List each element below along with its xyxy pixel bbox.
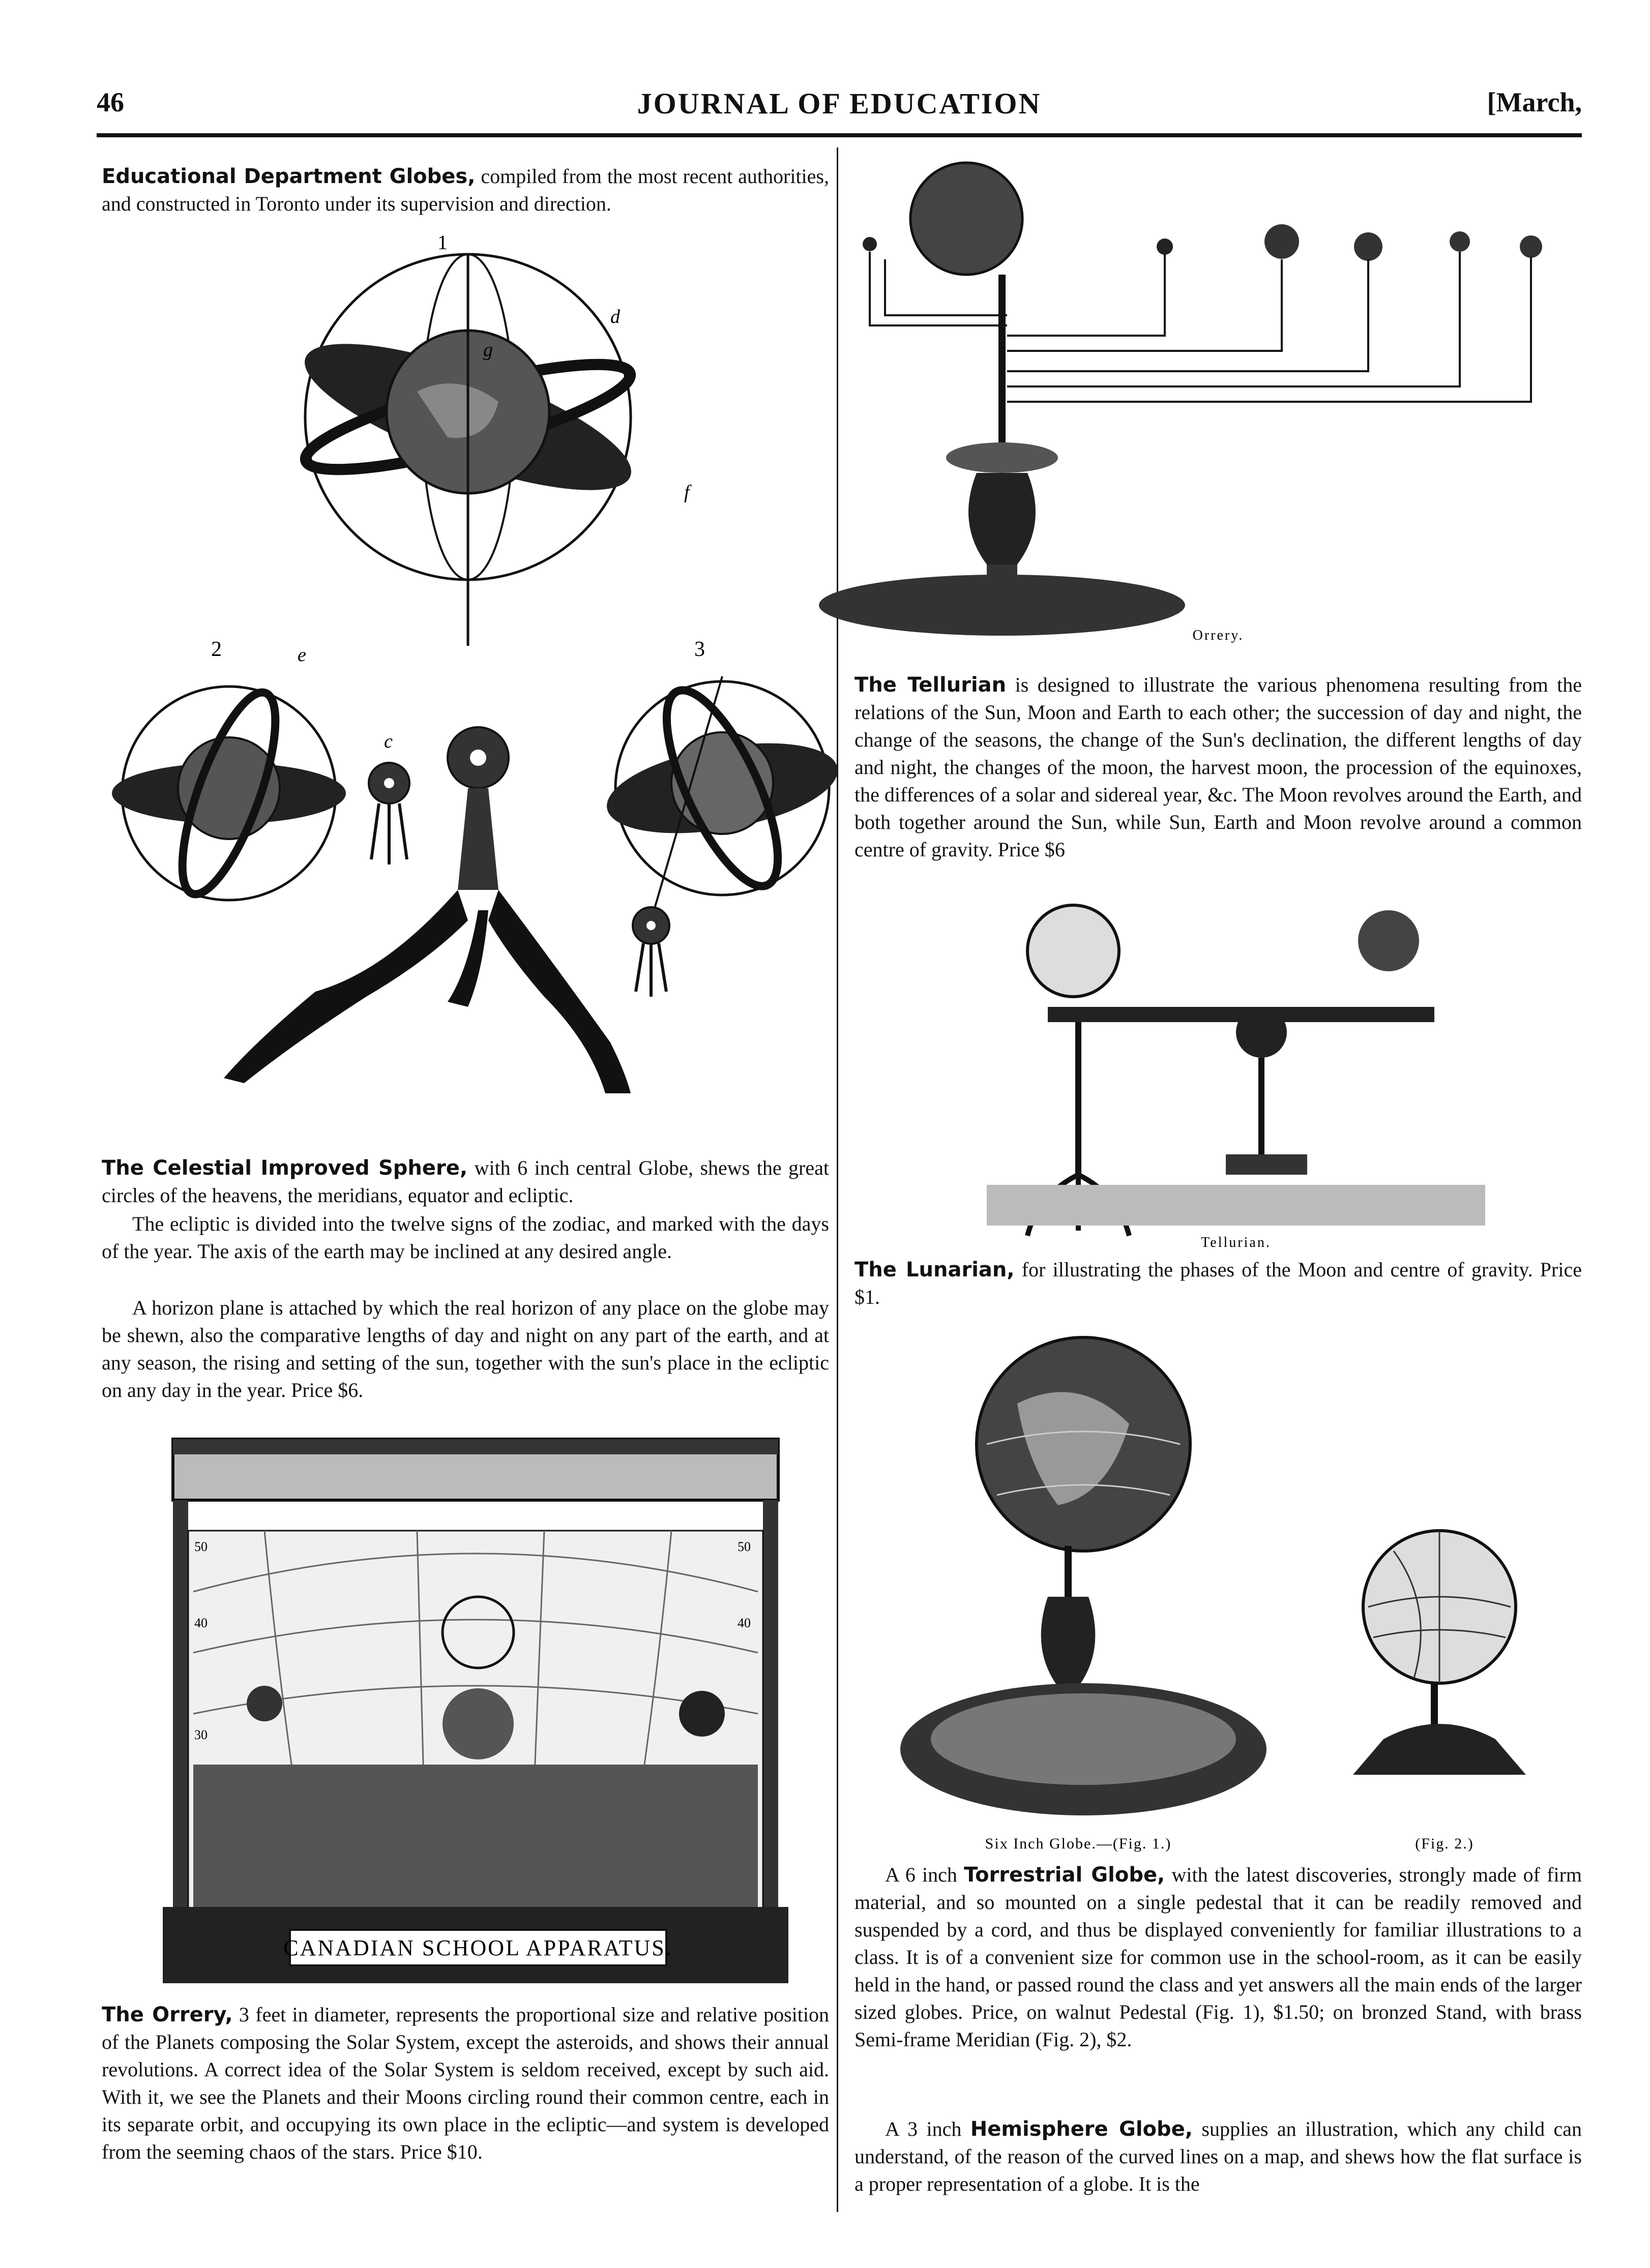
fig-label-2: 2 xyxy=(211,638,222,661)
header-rule xyxy=(97,133,1582,137)
terrestrial-globes-illustration xyxy=(865,1332,1577,1856)
fig-label-f: f xyxy=(684,482,690,503)
orrery-illustration xyxy=(855,158,1582,646)
celestial-sphere-drawing xyxy=(102,231,829,1114)
globes-paragraph: Educational Department Globes, compiled from the most recent authorities, and constructed in Toronto under its supervision and direction. xyxy=(102,165,829,215)
column-divider xyxy=(837,147,838,2212)
journal-title: JOURNAL OF EDUCATION xyxy=(637,87,1042,120)
celestial-sphere-illustration xyxy=(102,231,829,1114)
fig-label-g: g xyxy=(483,339,493,361)
canadian-school-apparatus-illustration xyxy=(163,1439,788,1983)
horizon-paragraph: A horizon plane is attached by which the real horizon of any place on the globe may be shewn, also the comparative lengths of day and night on any part of the earth, and at any season, the rising and setting of the sun, together with the sun's place in the ecliptic on any day in the year. Price $6. xyxy=(102,1296,829,1401)
lat-label-40-left: 40 xyxy=(194,1616,208,1630)
terrestrial-globe-paragraph: A 6 inch Torrestrial Globe, with the latest discoveries, strongly made of firm material, and so mounted on a single pedestal that it can be readily removed and suspended by a cord, and thus be displayed conveniently for familiar illustrations to a class. It is of a convenient size for common use in the school-room, as it can be easily held in the hand, or passed round the class and yet answers all the main ends of the larger sized globes. Price, on walnut Pedestal (Fig. 1), $1.50; on bronzed Stand, with brass Semi-frame Meridian (Fig. 2), $2. xyxy=(855,1863,1582,2051)
lat-label-40-right: 40 xyxy=(738,1616,751,1630)
orrery-drawing xyxy=(855,158,1582,646)
globes-drawing xyxy=(865,1332,1577,1856)
lat-label-30-left: 30 xyxy=(194,1727,208,1742)
ecliptic-paragraph: The ecliptic is divided into the twelve signs of the zodiac, and marked with the days of the year. The axis of the earth may be inclined at any desired angle. xyxy=(102,1212,829,1263)
fig1-caption: Six Inch Globe.—(Fig. 1.) xyxy=(985,1835,1172,1852)
apparatus-sign: CANADIAN SCHOOL APPARATUS. xyxy=(283,1935,673,1960)
tellurian-drawing xyxy=(987,900,1485,1251)
fig-label-1: 1 xyxy=(437,231,448,254)
lat-label-50-left: 50 xyxy=(194,1539,208,1554)
fig-label-3: 3 xyxy=(694,638,705,661)
orrery-paragraph: The Orrery, 3 feet in diameter, represents the proportional size and relative position of the Planets composing the Solar System, except the asteroids, and shows their annual revolutions. A correct idea of the Solar System is seldom received, except by such aid. With it, we see the Planets and their Moons circling round their common centre, each in its separate orbit, and occupying its own place in the ecliptic—and system is developed from the seeming chaos of the stars. Price $10. xyxy=(102,2003,829,2163)
fig-label-c: c xyxy=(384,731,393,752)
lunarian-paragraph: The Lunarian, for illustrating the phases of the Moon and centre of gravity. Price $1. xyxy=(855,1258,1582,1308)
orrery-caption: Orrery. xyxy=(1192,628,1244,643)
issue-month: [March, xyxy=(1487,87,1582,117)
page-number: 46 xyxy=(97,87,124,117)
hemisphere-globe-paragraph: A 3 inch Hemisphere Globe, supplies an illustration, which any child can understand, of the reason of the curved lines on a map, and shews how the flat surface is a proper representation of a globe. It is the xyxy=(855,2117,1582,2195)
lat-label-50-right: 50 xyxy=(738,1539,751,1554)
apparatus-drawing xyxy=(163,1439,788,1983)
fig-label-e: e xyxy=(298,644,306,666)
fig-label-d: d xyxy=(610,306,620,327)
page-header xyxy=(97,86,1582,132)
tellurian-caption: Tellurian. xyxy=(1201,1235,1271,1250)
tellurian-illustration xyxy=(987,900,1485,1251)
celestial-sphere-paragraph: The Celestial Improved Sphere, with 6 inch central Globe, shews the great circles of the heavens, the meridians, equator and ecliptic. xyxy=(102,1156,830,1207)
fig2-caption: (Fig. 2.) xyxy=(1415,1835,1474,1852)
tellurian-paragraph: The Tellurian is designed to illustrate the various phenomena resulting from the relations of the Sun, Moon and Earth to each other; the succession of day and night, the change of the seasons, the change of the Sun's declination, the different lengths of day and night, the changes of the moon, the harvest moon, the procession of the equinoxes, the differences of a solar and sidereal year, &c. The Moon revolves around the Earth, and both together around the Sun, while Sun, Earth and Moon revolve around a common centre of gravity. Price $6 xyxy=(855,673,1582,861)
